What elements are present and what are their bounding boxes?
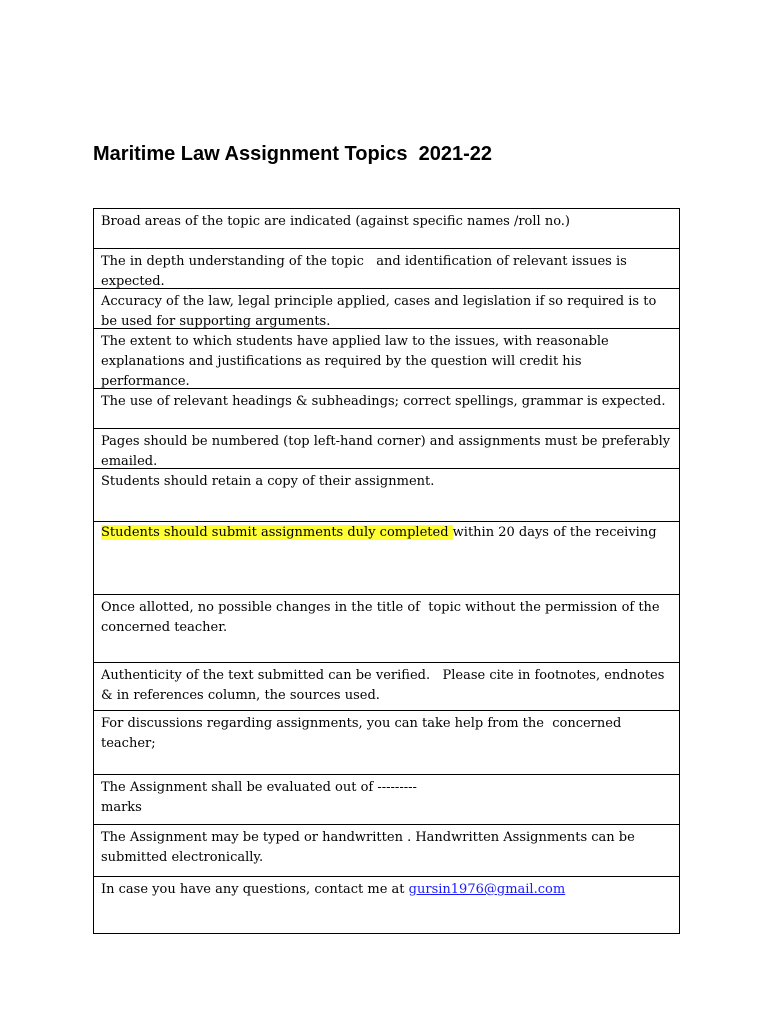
table-row: [94, 289, 679, 329]
row-text-marks: marks: [101, 800, 142, 815]
row-text: Accuracy of the law, legal principle applied, cases and legislation if so required is to be used for supporting arguments.: [101, 294, 657, 329]
highlighted-text: Students should submit assignments duly completed: [101, 525, 453, 540]
row-text: The Assignment may be typed or handwritten . Handwritten Assignments can be submitted electronically.: [101, 830, 635, 865]
table-row: [94, 825, 679, 877]
table-row: [94, 775, 679, 825]
table-row: [94, 329, 679, 389]
row-text: Broad areas of the topic are indicated (against specific names /roll no.): [101, 214, 571, 229]
row-text: Once allotted, no possible changes in the title of topic without the permission of the concerned teacher.: [101, 600, 664, 635]
table-row: [94, 429, 679, 469]
row-text: The Assignment shall be evaluated out of ---------: [101, 780, 417, 795]
row-text: The in depth understanding of the topic and identification of relevant issues is expected.: [101, 254, 631, 289]
row-text: Pages should be numbered (top left-hand corner) and assignments must be preferably emailed.: [101, 434, 671, 469]
table-row: [94, 389, 679, 429]
table-row: [94, 522, 679, 595]
row-text: Students should retain a copy of their assignment.: [101, 474, 435, 489]
email-link[interactable]: gursin1976@gmail.com: [408, 882, 566, 897]
row-text: The use of relevant headings & subheadings; correct spellings, grammar is expected.: [101, 394, 666, 409]
document-title: Maritime Law Assignment Topics 2021-22: [93, 143, 493, 165]
row-text: Authenticity of the text submitted can be verified. Please cite in footnotes, endnotes & in references column, the sources used.: [101, 668, 669, 703]
table-row: [94, 663, 679, 711]
table-row: [94, 711, 679, 775]
row-text: For discussions regarding assignments, you can take help from the concerned teacher;: [101, 716, 626, 751]
guidelines-table: [93, 208, 680, 934]
table-row: [94, 877, 679, 935]
table-row: [94, 469, 679, 522]
table-row: [94, 249, 679, 289]
table-row: [94, 595, 679, 663]
row-text: The extent to which students have applied law to the issues, with reasonable explanations and justifications as required by the question will credit his performance.: [101, 334, 609, 389]
row-text: within 20 days of the receiving: [452, 525, 657, 540]
table-row: [94, 209, 679, 249]
row-text: In case you have any questions, contact me at: [101, 882, 409, 897]
